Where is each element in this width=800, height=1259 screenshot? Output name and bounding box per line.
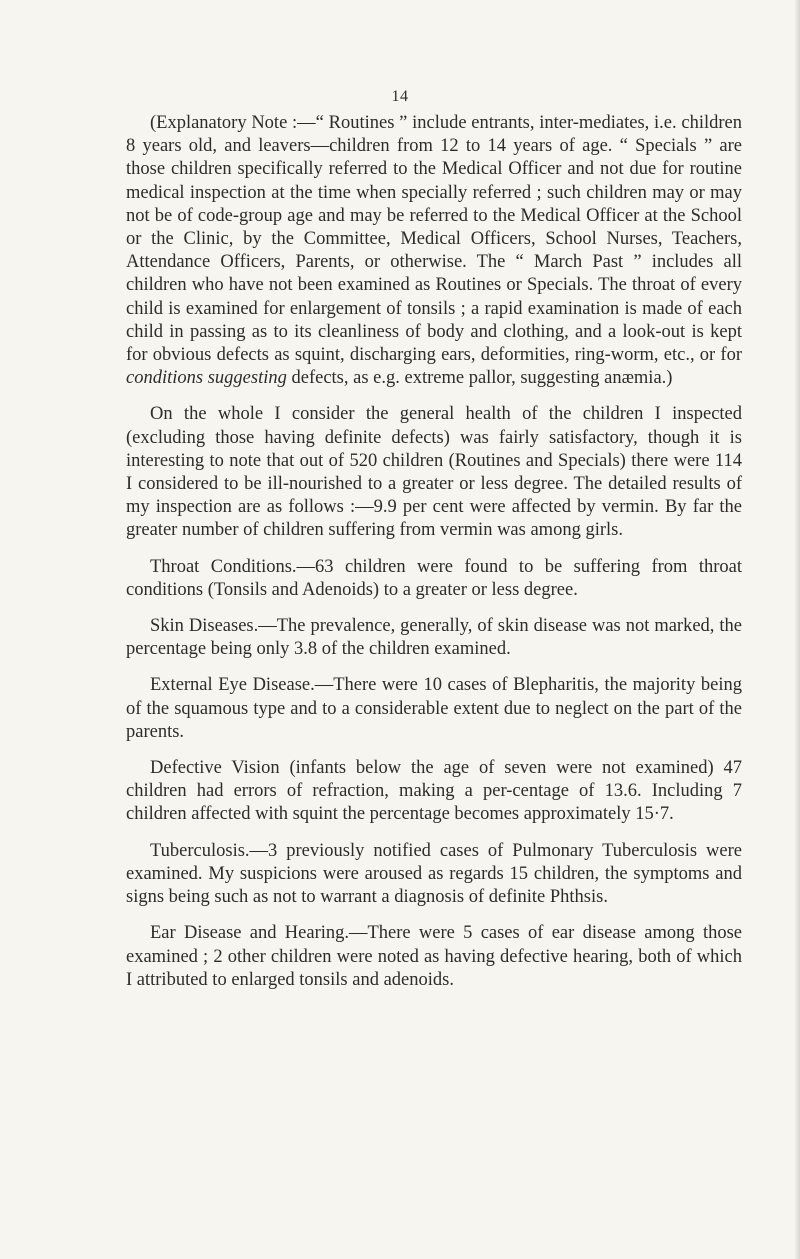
throat-conditions-paragraph: Throat Conditions.—63 children were found to be suffering from throat conditions (Tonsils and Adenoids) to a greater or less degree.: [126, 556, 742, 600]
tuberculosis-paragraph: Tuberculosis.—3 previously notified cases of Pulmonary Tuberculosis were examined. My suspicions were aroused as regards 15 children, the symptoms and signs being such as not to warrant a diagnosis of definite Phthsis.: [126, 840, 742, 908]
page-number: 14: [391, 88, 409, 105]
ear-disease-paragraph: Ear Disease and Hearing.—There were 5 cases of ear disease among those examined ; 2 other children were noted as having defective hearing, both of which I attributed to enlarged tonsils and adenoids.: [126, 923, 742, 990]
defective-vision-paragraph: Defective Vision (infants below the age of seven were not examined) 47 children had errors of refraction, making a per-centage of 13.6. Including 7 children affected with squint the percentage becomes approximately 15·7.: [126, 758, 742, 825]
general-health-paragraph: On the whole I consider the general health of the children I inspected (excluding those having definite defects) was fairly satisfactory, though it is interesting to note that out of 520 children (Routines and Specials) there were 114 I considered to be ill-nourished to a greater or less degree. The detailed results of my inspection are as follows :—9.9 per cent were affected by vermin. By far the greater number of children suffering from vermin was among girls.: [126, 404, 742, 541]
skin-diseases-paragraph: Skin Diseases.—The prevalence, generally, of skin disease was not marked, the percentage being only 3.8 of the children examined.: [126, 616, 742, 660]
body-text: [126, 112, 742, 1005]
explanatory-note-paragraph: [126, 112, 742, 390]
page-edge-shadow: [794, 0, 800, 1259]
explanatory-note-italic-phrase: conditions suggesting: [126, 368, 287, 389]
explanatory-note-part1: (Explanatory Note :—“ Routines ” include entrants, inter-mediates, i.e. children 8 years old, and leavers—children from 12 to 14 years of age. “ Specials ” are those children specifically referred to the Medical Officer and not due for routine medical inspection at the time when specially referred ; such children may or may not be of code-group age and may be referred to the Medical Officer at the School or the Clinic, by the Committee, Medical Officers, School Nurses, Teachers, Attendance Officers, Parents, or otherwise. The “ March Past ” includes all children who have not been examined as Routines or Specials. The throat of every child is examined for enlargement of tonsils ; a rapid examination is made of each child in passing as to its cleanliness of body and clothing, and a look-out is kept for obvious defects as squint, discharging ears, deformities, ring-worm, etc., or for: [126, 113, 742, 366]
explanatory-note-part2: defects, as e.g. extreme pallor, suggesting anæmia.): [286, 368, 673, 389]
external-eye-disease-paragraph: External Eye Disease.—There were 10 cases of Blepharitis, the majority being of the squamous type and to a considerable extent due to neglect on the part of the parents.: [126, 675, 742, 742]
